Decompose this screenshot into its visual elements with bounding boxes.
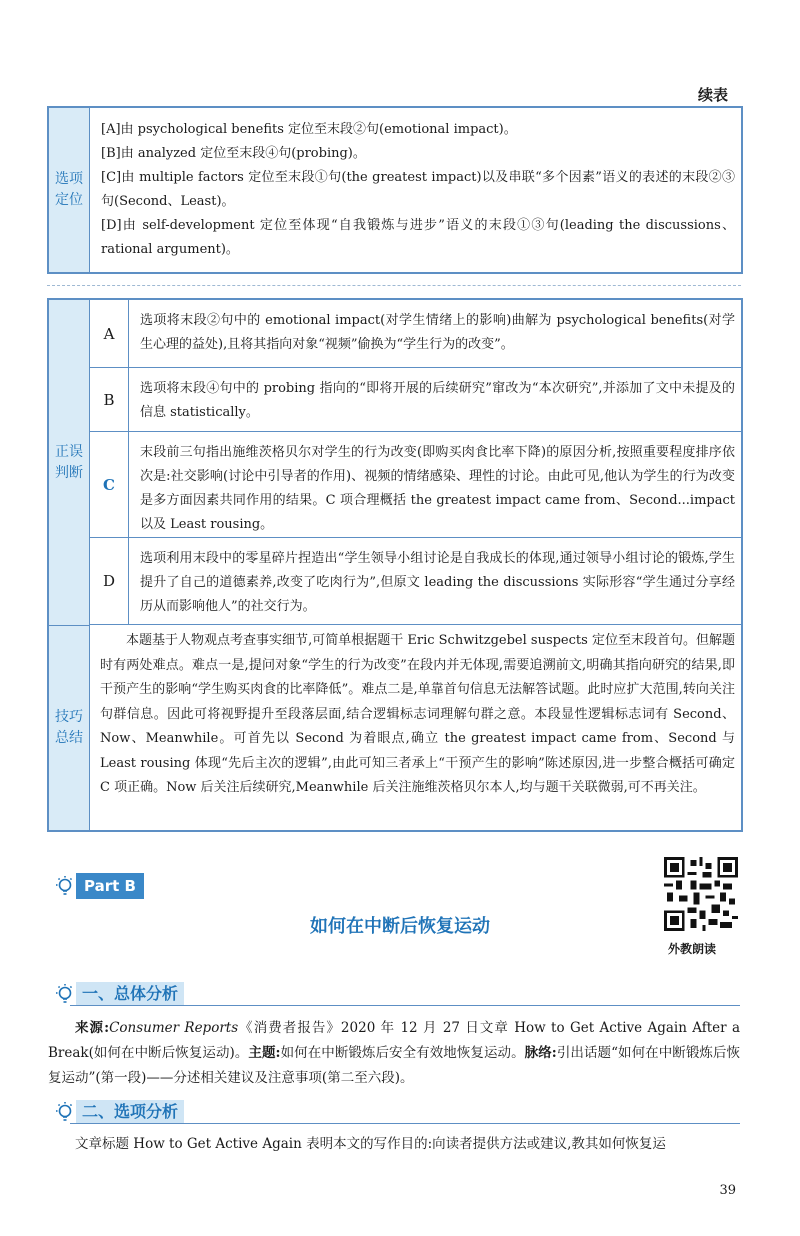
qr-caption: 外教朗读 bbox=[668, 942, 717, 956]
judgement-row-c bbox=[90, 432, 741, 538]
row-letter: A bbox=[90, 300, 129, 367]
location-line-c: [C]由 multiple factors 定位至末段①句(the greatest impact)以及串联“多个因素”语义的表述的末段②③句(Second、Least)。 bbox=[101, 170, 735, 209]
row-text: 选项将末段②句中的 emotional impact(对学生情绪上的影响)曲解为 psychological benefits(对学生心理的益处),且将其指向对象“视频”偷换为“学生行为的改变”。 bbox=[140, 313, 735, 352]
judgement-label: 正误判断 bbox=[49, 300, 90, 625]
overall-analysis-paragraph bbox=[48, 1016, 740, 1091]
tip-label: 技巧总结 bbox=[49, 625, 90, 830]
lightbulb-icon bbox=[52, 875, 74, 897]
judgement-table bbox=[47, 298, 743, 832]
row-letter-correct: C bbox=[90, 432, 129, 537]
part-b-tag: Part B bbox=[76, 873, 144, 899]
option-analysis-paragraph: 文章标题 How to Get Active Again 表明本文的写作目的:向读者提供方法或建议,教其如何恢复运 bbox=[75, 1136, 666, 1152]
section-divider bbox=[70, 1005, 740, 1006]
theme-text: 如何在中断锻炼后安全有效地恢复运动。 bbox=[280, 1045, 525, 1061]
source-detail: 《消费者报告》2020 年 12 月 27 日文章 How to Get Active Again After a Break(如何在中断后恢复运动)。 bbox=[48, 1020, 740, 1061]
source-label: 来源: bbox=[75, 1020, 110, 1036]
option-location-label: 选项定位 bbox=[49, 108, 90, 272]
judgement-row-b bbox=[90, 368, 741, 432]
location-line-b: [B]由 analyzed 定位至末段④句(probing)。 bbox=[101, 146, 366, 161]
location-line-a: [A]由 psychological benefits 定位至末段②句(emotional impact)。 bbox=[101, 122, 517, 137]
section-divider bbox=[70, 1123, 740, 1124]
row-text: 末段前三句指出施维茨格贝尔对学生的行为改变(即购买肉食比率下降)的原因分析,按照重要程度排序依次是:社交影响(讨论中引导者的作用)、视频的情绪感染、理性的讨论。由此可见,他认为学生的行为改变是多方面因素共同作用的结果。C 项合理概括 the greatest impact came from、Second...impact 以及 Least rousing。 bbox=[140, 445, 735, 532]
option-location-table bbox=[47, 106, 743, 274]
context-text: 引出话题“如何在中断锻炼后恢复运动”(第一段)——分述相关建议及注意事项(第二至六段)。 bbox=[48, 1045, 741, 1086]
judgement-row-a bbox=[90, 300, 741, 368]
tip-summary bbox=[90, 625, 741, 830]
dotted-divider bbox=[47, 285, 741, 286]
row-letter: D bbox=[90, 538, 129, 624]
passage-title: 如何在中断后恢复运动 bbox=[310, 916, 490, 937]
page-number: 39 bbox=[719, 1183, 736, 1198]
tip-text: 本题基于人物观点考查事实细节,可简单根据题干 Eric Schwitzgebel suspects 定位至末段首句。但解题时有两处难点。难点一是,提问对象“学生的行为改变”在段内并无体现,需要追溯前文,明确其指向研究的结果,即干预产生的影响“学生购买肉食的比率降低”。难点二是,单靠首句信息无法解答试题。此时应扩大范围,转向关注句群信息。因此可将视野提升至段落层面,结合逻辑标志词理解句群之意。本段显性逻辑标志词有 Second、Now、Meanwhile。可首先以 Second 为着眼点,确立 the greatest impact came from、Second 与 Least rousing 体现“先后主次的逻辑”,由此可知三者承上“干预产生的影响”陈述原因,进一步整合概括可确定 C 项正确。Now 后关注后续研究,Meanwhile 后关注施维茨格贝尔本人,均与题干关联微弱,可不再关注。 bbox=[100, 633, 735, 795]
section-title-overall: 一、总体分析 bbox=[76, 982, 184, 1006]
lightbulb-icon bbox=[52, 1101, 74, 1123]
continued-label: 续表 bbox=[697, 86, 728, 104]
qr-code-icon[interactable] bbox=[664, 857, 738, 931]
source-publication: Consumer Reports bbox=[109, 1020, 239, 1036]
location-line-d: [D]由 self-development 定位至体现“自我锻炼与进步”语义的末段①③句(leading the discussions、rational argument)。 bbox=[101, 218, 735, 257]
lightbulb-icon bbox=[52, 983, 74, 1005]
row-text: 选项将末段④句中的 probing 指向的“即将开展的后续研究”窜改为“本次研究”,并添加了文中未提及的信息 statistically。 bbox=[140, 381, 735, 420]
option-location-body bbox=[101, 118, 735, 262]
row-text: 选项利用末段中的零星碎片捏造出“学生领导小组讨论是自我成长的体现,通过领导小组讨论的锻炼,学生提升了自己的道德素养,改变了吃肉行为”,但原文 leading the discussions 实际形容“学生通过分享经历从而影响他人”的社交行为。 bbox=[140, 551, 735, 614]
judgement-row-d bbox=[90, 538, 741, 625]
context-label: 脉络: bbox=[524, 1045, 557, 1061]
row-letter: B bbox=[90, 368, 129, 431]
section-title-options: 二、选项分析 bbox=[76, 1100, 184, 1124]
theme-label: 主题: bbox=[248, 1045, 281, 1061]
